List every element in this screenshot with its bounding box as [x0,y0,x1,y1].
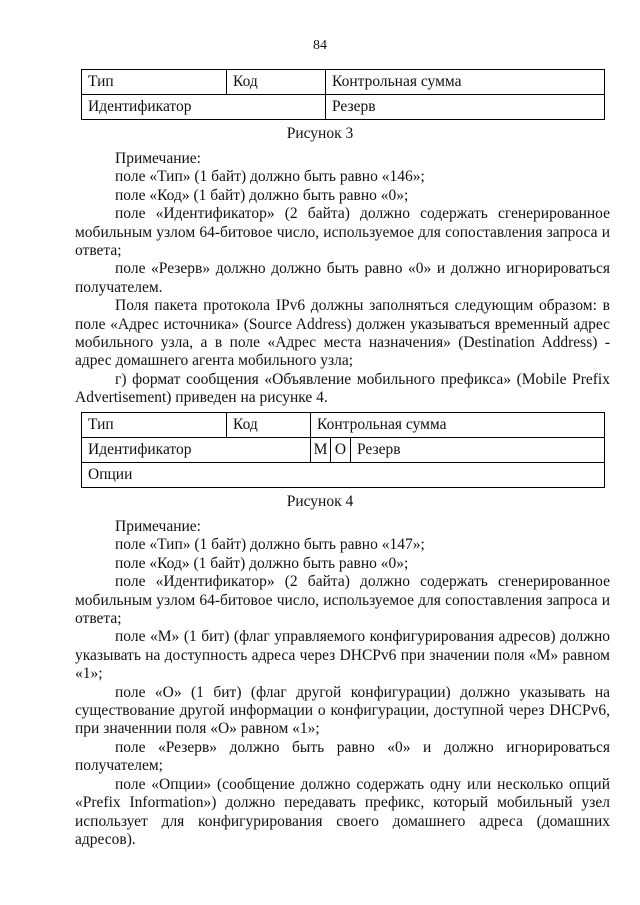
paragraph: поле «Резерв» должно должно быть равно «0» и должно игнорироваться получателем. [75,260,610,296]
field-options: Опции [82,463,605,488]
figure-3-caption: Рисунок 3 [286,125,354,142]
field-reserved: Резерв [326,95,605,120]
note-heading: Примечание: [115,150,201,167]
notes-block-1 [75,150,610,408]
paragraph: поле «Идентификатор» (2 байта) должно содержать сгенерированное мобильным узлом 64-битовое число, используемое для сопоставления запроса и ответа; [75,573,610,628]
field-type: Тип [82,70,227,95]
paragraph: поле «M» (1 бит) (флаг управляемого конфигурирования адресов) должно указывать на доступность адреса через DHCPv6 при значении поля «M» равном «1»; [75,628,610,683]
paragraph: поле «Код» (1 байт) должно быть равно «0»; [115,554,409,572]
paragraph: г) формат сообщения «Объявление мобильного префикса» (Mobile Prefix Advertisement) приведен на рисунке 4. [75,370,610,407]
paragraph: поле «O» (1 бит) (флаг другой конфигурации) должно указывать на существование другой информации о конфигурации, доступной через DHCPv6, при значеннии поля «O» равном «1»; [75,683,610,738]
paragraph: поле «Опции» (сообщение должно содержать одну или несколько опций «Prefix Information») должно передавать префикс, который мобильный узел использует для конфигурирования своего домашнего адреса (домашних адресов). [75,775,610,848]
field-checksum: Контрольная сумма [311,413,605,438]
paragraph: поле «Резерв» должно быть равно «0» и должно игнорироваться получателем; [75,738,610,775]
paragraph: поле «Тип» (1 байт) должно быть равно «146»; [115,168,425,186]
page-number: 84 [313,38,327,53]
field-o-flag: O [331,438,351,463]
table-row [82,70,605,95]
figure-4-caption: Рисунок 4 [286,493,354,510]
paragraph: поле «Код» (1 байт) должно быть равно «0»; [115,186,409,204]
table-row [82,413,605,438]
paragraph: поле «Идентификатор» (2 байта) должно содержать сгенерированное мобильным узлом 64-битовое число, используемое для сопоставления запроса и ответа; [75,205,610,260]
field-code: Код [227,413,311,438]
table-row [82,95,605,120]
table-row [82,463,605,488]
paragraph: Поля пакета протокола IPv6 должны заполняться следующим образом: в поле «Адрес источника» (Source Address) должен указываться временный адрес мобильного узла, а в поле «Адрес места назначения» (Destination Address) - адрес домашнего агента мобильного узла; [75,297,610,370]
figure-3-packet-table [81,69,605,120]
field-type: Тип [82,413,227,438]
field-identifier: Идентификатор [82,438,311,463]
field-identifier: Идентификатор [82,95,326,120]
field-m-flag: M [311,438,331,463]
notes-block-2 [75,518,610,849]
note-heading: Примечание: [115,518,201,535]
field-reserved: Резерв [351,438,605,463]
table-row [82,438,605,463]
field-code: Код [227,70,326,95]
field-checksum: Контрольная сумма [326,70,605,95]
figure-4-packet-table [81,412,605,488]
paragraph: поле «Тип» (1 байт) должно быть равно «147»; [115,536,425,554]
